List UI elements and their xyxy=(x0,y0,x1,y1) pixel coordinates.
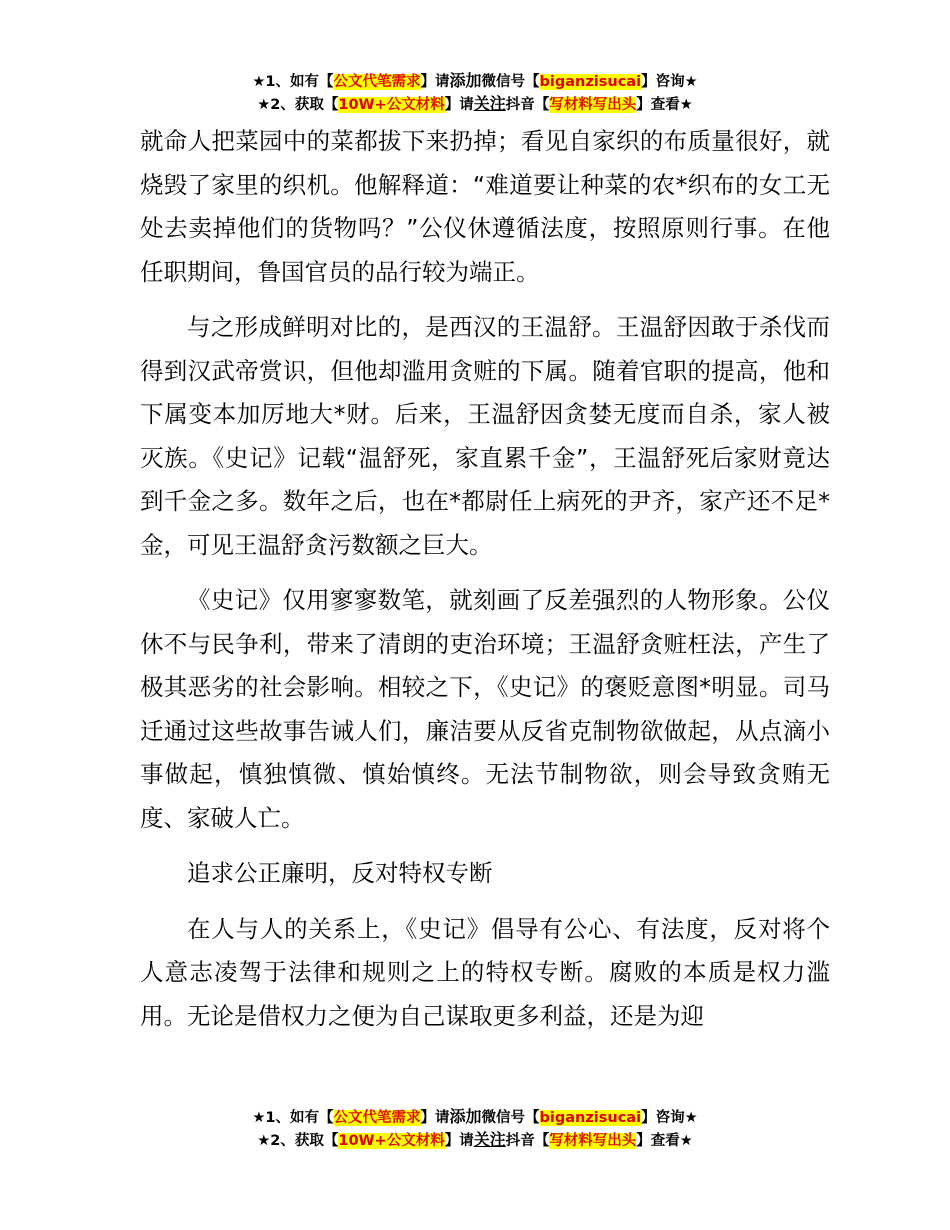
footer-line1-prefix: ★1、如有【 xyxy=(252,1110,334,1126)
footer-line1-highlight-wechat: biganzisucai xyxy=(539,1110,642,1126)
body-paragraph-2: 与之形成鲜明对比的，是西汉的王温舒。王温舒因敢于杀伐而得到汉武帝赏识，但他却滥用贪赃的下属。随着官职的提高，他和下属变本加厉地大*财。后来，王温舒因贪婪无度而自杀，家人被灭族。《史记》记载“温舒死，家直累千金”，王温舒死后家财竟达到千金之多。数年之后，也在*都尉任上病死的尹齐，家产还不足*金，可见王温舒贪污数额之巨大。 xyxy=(140,313,830,559)
footer-line1-mid2: 微信号【 xyxy=(481,1110,540,1126)
header-line1-prefix: ★1、如有【 xyxy=(252,74,334,90)
header-line2-mid1: 】请 xyxy=(444,97,474,113)
body-paragraph-3: 《史记》仅用寥寥数笔，就刻画了反差强烈的人物形象。公仪休不与民争利，带来了清朗的吏治环境；王温舒贪赃枉法，产生了极其恶劣的社会影响。相较之下，《史记》的褒贬意图*明显。司马迁通过这些故事告诫人们，廉洁要从反省克制物欲做起，从点滴小事做起，慎独慎微、慎始慎终。无法节制物欲，则会导致贪贿无度、家破人亡。 xyxy=(140,586,830,832)
footer-line2-highlight-douyin: 写材料写出头 xyxy=(549,1133,637,1149)
footer-line2-prefix: ★2、获取【 xyxy=(257,1133,339,1149)
header-line2-highlight-douyin: 写材料写出头 xyxy=(549,97,637,113)
footer-line2-mid2: 抖音【 xyxy=(505,1133,550,1149)
header-line2-prefix: ★2、获取【 xyxy=(257,97,339,113)
section-heading: 追求公正廉明，反对特权专断 xyxy=(187,859,493,887)
footer-banner xyxy=(0,1106,950,1152)
body-paragraph-1: 就命人把菜园中的菜都拔下来扔掉；看见自家织的布质量很好，就烧毁了家里的织机。他解释道：“难道要让种菜的农*织布的女工无处去卖掉他们的货物吗？”公仪休遵循法度，按照原则行事。在他任职期间，鲁国官员的品行较为端正。 xyxy=(140,127,830,286)
footer-line2-follow: 关注 xyxy=(473,1130,506,1149)
header-banner-line-1 xyxy=(0,70,950,93)
header-banner xyxy=(0,70,950,116)
header-line1-highlight-wechat: biganzisucai xyxy=(539,74,642,90)
footer-line1-add: 添加 xyxy=(449,1107,482,1126)
footer-line1-highlight-service: 公文代笔需求 xyxy=(333,1110,421,1126)
header-line1-add: 添加 xyxy=(449,71,482,90)
header-line2-suffix: 】查看★ xyxy=(636,97,693,113)
footer-line1-suffix: 】咨询★ xyxy=(641,1110,698,1126)
header-banner-line-2 xyxy=(0,93,950,116)
header-line2-mid2: 抖音【 xyxy=(505,97,550,113)
footer-banner-line-1 xyxy=(0,1106,950,1129)
header-line2-follow: 关注 xyxy=(473,94,506,113)
footer-line2-suffix: 】查看★ xyxy=(636,1133,693,1149)
header-line1-highlight-service: 公文代笔需求 xyxy=(333,74,421,90)
body-paragraph-4: 在人与人的关系上，《史记》倡导有公心、有法度，反对将个人意志凌驾于法律和规则之上的特权专断。腐败的本质是权力滥用。无论是借权力之便为自己谋取更多利益，还是为迎 xyxy=(140,914,830,1030)
footer-line2-mid1: 】请 xyxy=(444,1133,474,1149)
document-body xyxy=(140,120,830,1050)
header-line1-mid1: 】请 xyxy=(420,74,450,90)
footer-banner-line-2 xyxy=(0,1129,950,1152)
header-line2-highlight-materials: 10W+公文材料 xyxy=(338,97,445,113)
header-line1-mid2: 微信号【 xyxy=(481,74,540,90)
footer-line2-highlight-materials: 10W+公文材料 xyxy=(338,1133,445,1149)
footer-line1-mid1: 】请 xyxy=(420,1110,450,1126)
header-line1-suffix: 】咨询★ xyxy=(641,74,698,90)
